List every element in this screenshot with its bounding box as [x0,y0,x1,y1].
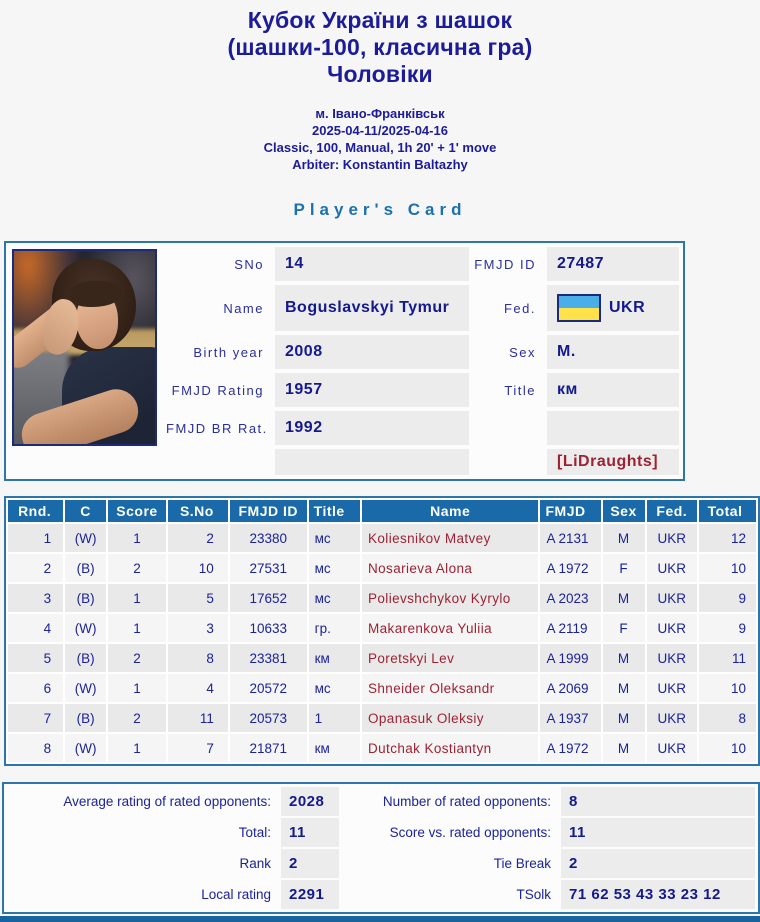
table-row [8,644,756,672]
local-rating-label: Local rating [201,887,271,902]
cell-total: 9 [699,614,756,642]
cell-score: 2 [108,704,166,732]
cell-fed: UKR [647,674,697,702]
cell-sex: F [603,554,645,582]
cell-fmjd-id: 21871 [230,734,307,762]
header-score: Score [108,500,166,522]
cell-fed: UKR [647,554,697,582]
cell-rnd: 8 [8,734,63,762]
cell-sex: M [603,644,645,672]
cell-sex: M [603,674,645,702]
cell-fmjd: A 2069 [540,674,600,702]
cell-fed: UKR [647,734,697,762]
tournament-title-line1: Кубок України з шашок [247,7,513,33]
tournament-dates: 2025-04-11/2025-04-16 [312,123,448,138]
ukraine-flag-icon [557,294,601,322]
table-row [8,614,756,642]
cell-fmjd: A 2131 [540,524,600,552]
fmjd-br-value: 1992 [275,411,469,445]
player-photo-cell [10,247,161,475]
player-card-box [4,241,685,481]
cell-fed: UKR [647,524,697,552]
cell-rnd: 2 [8,554,63,582]
cell-rnd: 7 [8,704,63,732]
opponent-name-link[interactable]: Poretskyi Lev [362,644,539,672]
cell-fmjd: A 1999 [540,644,600,672]
sno-value: 14 [275,247,469,281]
header-fmjd: FMJD [540,500,600,522]
cell-title: км [309,644,360,672]
cell-color: (W) [65,524,106,552]
cell-fmjd: A 2119 [540,614,600,642]
tie-break-label: Tie Break [493,856,551,871]
header-name: Name [362,500,539,522]
header-sno: S.No [168,500,228,522]
cell-sex: F [603,614,645,642]
lidraughts-link[interactable]: [LiDraughts] [557,453,659,470]
sno-label: SNo [234,256,264,272]
page-header [0,0,760,220]
cell-rnd: 6 [8,674,63,702]
cell-fed: UKR [647,704,697,732]
cell-title: 1 [309,704,360,732]
cell-sno: 3 [168,614,228,642]
fed-value [547,285,679,331]
cell-title: гр. [309,614,360,642]
cell-sno: 10 [168,554,228,582]
empty-label [166,449,270,475]
header-title: Title [309,500,360,522]
tsolk-label: TSolk [516,887,551,902]
empty-label [474,449,542,475]
cell-rnd: 5 [8,644,63,672]
cell-score: 1 [108,584,166,612]
empty-value [547,411,679,445]
cell-sno: 5 [168,584,228,612]
page-title: Player's Card [293,200,467,219]
cell-total: 12 [699,524,756,552]
cell-total: 10 [699,554,756,582]
player-photo [12,249,157,446]
title-value: км [547,373,679,407]
cell-score: 1 [108,674,166,702]
fmjd-id-label: FMJD ID [474,256,536,272]
cell-color: (W) [65,734,106,762]
header-fmjd-id: FMJD ID [230,500,307,522]
cell-score: 1 [108,524,166,552]
total-value: 11 [281,818,339,847]
cell-rnd: 1 [8,524,63,552]
cell-fmjd: A 1972 [540,554,600,582]
cell-sno: 2 [168,524,228,552]
header-sex: Sex [603,500,645,522]
opponent-name-link[interactable]: Opanasuk Oleksiy [362,704,539,732]
opponent-name-link[interactable]: Koliesnikov Matvey [362,524,539,552]
cell-fed: UKR [647,614,697,642]
cell-score: 2 [108,644,166,672]
tournament-title-line3: Чоловіки [327,61,433,87]
cell-fmjd-id: 23380 [230,524,307,552]
summary-row [7,849,755,878]
lidraughts-cell [547,449,679,475]
tie-break-value: 2 [561,849,755,878]
score-vs-rated-label: Score vs. rated opponents: [389,825,551,840]
name-value: Boguslavskyi Tymur [275,285,469,331]
cell-color: (B) [65,554,106,582]
opponent-name-link[interactable]: Nosarieva Alona [362,554,539,582]
cell-title: мс [309,554,360,582]
fmjd-rating-value: 1957 [275,373,469,407]
name-label: Name [223,300,264,316]
cell-score: 1 [108,614,166,642]
table-row [8,674,756,702]
fmjd-rating-label: FMJD Rating [171,382,264,398]
table-row [8,554,756,582]
table-row [8,524,756,552]
cell-total: 10 [699,734,756,762]
table-row [8,584,756,612]
fed-code: UKR [609,299,646,316]
cell-total: 10 [699,674,756,702]
results-header-row [8,500,756,522]
tournament-format: Classic, 100, Manual, 1h 20' + 1' move [263,140,497,155]
cell-fmjd-id: 23381 [230,644,307,672]
empty-value [275,449,469,475]
title-label: Title [504,382,536,398]
cell-fmjd-id: 27531 [230,554,307,582]
cell-fed: UKR [647,584,697,612]
cell-sno: 8 [168,644,228,672]
table-row [8,704,756,732]
fmjd-id-value: 27487 [547,247,679,281]
opponent-name-link[interactable]: Dutchak Kostiantyn [362,734,539,762]
header-c: C [65,500,106,522]
summary-row [7,787,755,816]
cell-color: (B) [65,584,106,612]
cell-sex: M [603,734,645,762]
tournament-subtitle [0,105,760,173]
cell-title: мс [309,584,360,612]
cell-title: км [309,734,360,762]
cell-sno: 11 [168,704,228,732]
fed-label: Fed. [503,300,536,316]
rank-label: Rank [239,856,271,871]
total-label: Total: [238,825,271,840]
cell-fed: UKR [647,644,697,672]
fmjd-br-label: FMJD BR Rat. [166,420,268,436]
summary-row [7,880,755,909]
cell-color: (B) [65,704,106,732]
tsolk-value: 71 62 53 43 33 23 12 [561,880,755,909]
header-fed: Fed. [647,500,697,522]
cell-score: 2 [108,554,166,582]
cell-sno: 4 [168,674,228,702]
local-rating-value: 2291 [281,880,339,909]
cell-color: (W) [65,674,106,702]
rank-value: 2 [281,849,339,878]
sex-label: Sex [509,344,536,360]
cell-sno: 7 [168,734,228,762]
cell-fmjd-id: 20572 [230,674,307,702]
cell-fmjd-id: 17652 [230,584,307,612]
header-rnd: Rnd. [8,500,63,522]
opponent-name-link[interactable]: Polievshchykov Kyrylo [362,584,539,612]
avg-rating-label: Average rating of rated opponents: [63,794,271,809]
num-rated-value: 8 [561,787,755,816]
cell-total: 11 [699,644,756,672]
opponent-name-link[interactable]: Shneider Oleksandr [362,674,539,702]
cell-fmjd-id: 20573 [230,704,307,732]
cell-fmjd: A 1972 [540,734,600,762]
cell-fmjd: A 1937 [540,704,600,732]
table-row [8,734,756,762]
tournament-arbiter: Arbiter: Konstantin Baltazhy [292,157,468,172]
cell-score: 1 [108,734,166,762]
cell-title: мс [309,674,360,702]
opponent-name-link[interactable]: Makarenkova Yuliia [362,614,539,642]
num-rated-label: Number of rated opponents: [382,794,551,809]
score-vs-rated-value: 11 [561,818,755,847]
tournament-title-line2: (шашки-100, класична гра) [227,34,533,60]
birth-year-value: 2008 [275,335,469,369]
cell-total: 9 [699,584,756,612]
cell-fmjd-id: 10633 [230,614,307,642]
footer-divider-bar [0,916,760,922]
cell-total: 8 [699,704,756,732]
summary-row [7,818,755,847]
sex-value: M. [547,335,679,369]
cell-sex: M [603,704,645,732]
cell-color: (B) [65,644,106,672]
cell-sex: M [603,524,645,552]
cell-rnd: 4 [8,614,63,642]
summary-box [2,782,760,914]
results-table [4,496,760,766]
birth-year-label: Birth year [193,344,264,360]
header-total: Total [699,500,756,522]
avg-rating-value: 2028 [281,787,339,816]
cell-title: мс [309,524,360,552]
cell-color: (W) [65,614,106,642]
cell-rnd: 3 [8,584,63,612]
tournament-location: м. Івано-Франківськ [315,106,445,121]
cell-sex: M [603,584,645,612]
cell-fmjd: A 2023 [540,584,600,612]
